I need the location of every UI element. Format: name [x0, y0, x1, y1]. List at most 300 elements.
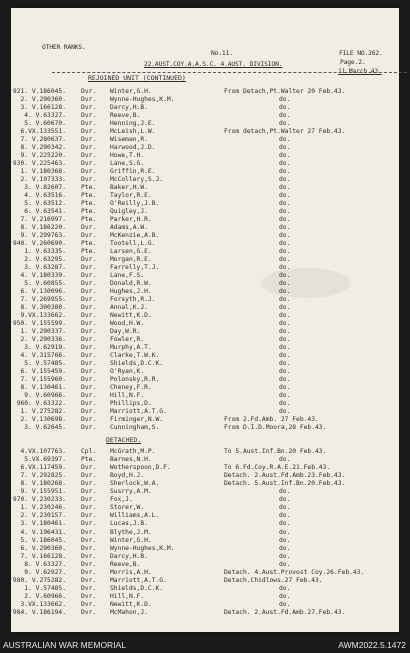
rank: Dvr.: [81, 288, 97, 295]
remark: Detach. 4.Aust.Provost Coy.26.Feb.43.: [224, 568, 365, 576]
remark: do.: [279, 552, 291, 560]
list-item: [11, 296, 399, 304]
list-item: [11, 168, 399, 176]
list-item: [11, 545, 399, 553]
list-item: [11, 304, 399, 312]
rank: Dvr.: [81, 392, 97, 399]
rank: Dvr.: [81, 384, 97, 391]
list-item: [11, 577, 399, 585]
soldier-name: Murphy,A.T.: [110, 344, 152, 351]
soldier-name: Lane,S.G.: [110, 160, 145, 167]
rank: Dvr.: [81, 232, 97, 239]
service-number: 6. V.155459.: [20, 368, 66, 375]
rank: Dvr.: [81, 376, 97, 383]
page-number: Page.2.: [340, 59, 366, 66]
rank: Dvr.: [81, 584, 97, 592]
remark: do.: [279, 144, 291, 151]
list-item: [11, 136, 399, 144]
rank: Cpl.: [81, 448, 97, 455]
service-number: 7. V.280637.: [20, 136, 66, 143]
remark: do.: [279, 384, 291, 391]
soldier-name: Reeve,B.: [110, 112, 141, 119]
rank: Dvr.: [81, 168, 97, 175]
service-number: 1. V.63335.: [24, 248, 66, 255]
soldier-name: Day,W.R.: [110, 328, 141, 335]
service-number: 3. V.62645.: [24, 424, 66, 431]
list-item: [11, 216, 399, 224]
rank: Dvr.: [81, 528, 97, 536]
soldier-name: Taylor,R.E.: [110, 192, 152, 199]
list-item: [11, 512, 399, 520]
list-item: [11, 456, 399, 464]
rank: Dvr.: [81, 320, 97, 327]
soldier-name: Polonsky,R.R.: [110, 376, 160, 383]
footer-institution: AUSTRALIAN WAR MEMORIAL: [3, 640, 126, 650]
soldier-name: Winter,G.H.: [110, 536, 152, 544]
rank: Dvr.: [81, 224, 97, 231]
remark: do.: [279, 304, 291, 311]
soldier-name: Annal,K.J.: [110, 304, 148, 311]
soldier-name: Harwood,J.D.: [110, 144, 156, 151]
list-item: [11, 336, 399, 344]
service-number: 2. V.230157.: [20, 512, 66, 520]
rejoined-section-heading: REJOINED UNIT (CONTINUED): [88, 74, 186, 82]
list-item: [11, 208, 399, 216]
service-number: 9. V.60966.: [24, 392, 66, 399]
order-number: No.11.: [211, 50, 233, 57]
rank: Dvr.: [81, 568, 97, 576]
list-item: [11, 328, 399, 336]
rank: Dvr.: [81, 592, 97, 600]
remark: do.: [279, 520, 291, 528]
list-item: [11, 312, 399, 320]
remark: do.: [279, 96, 291, 103]
service-number: 5. V.60670.: [24, 120, 66, 127]
list-item: [11, 561, 399, 569]
remark: do.: [279, 296, 291, 303]
remark: do.: [279, 208, 291, 215]
service-number: 3. V.166128.: [20, 104, 66, 111]
list-item: [11, 392, 399, 400]
service-number: 960. V.63322.: [16, 400, 66, 407]
service-number: 1. V.275282.: [20, 408, 66, 415]
remark: To 5.Aust.Inf.Bn.20 Feb.43.: [224, 448, 327, 455]
remark: do.: [279, 592, 291, 600]
file-number: FILE NO.262.: [339, 50, 383, 57]
remark: do.: [279, 256, 291, 263]
remark: do.: [279, 496, 291, 504]
rank: Dvr.: [81, 88, 97, 95]
soldier-name: Susrry,A.M.: [110, 488, 152, 496]
remark: do.: [279, 104, 291, 111]
remark: From 2.Fd.Amb. 27 Feb.43.: [224, 416, 319, 423]
document-page: [11, 8, 399, 632]
soldier-name: Darcy,H.B.: [110, 104, 148, 111]
rank: Dvr.: [81, 512, 97, 520]
list-item: [11, 264, 399, 272]
remark: do.: [279, 112, 291, 119]
soldier-name: Farrelly,T.J.: [110, 264, 160, 271]
rank: Pte.: [81, 240, 97, 247]
remark: do.: [279, 600, 291, 608]
service-number: 9. V.155951.: [20, 488, 66, 496]
list-item: [11, 96, 399, 104]
list-item: [11, 480, 399, 488]
service-number: 3. V.180461.: [20, 520, 66, 528]
rank: Dvr.: [81, 408, 97, 415]
rank: Dvr.: [81, 272, 97, 279]
rank: Pte.: [81, 216, 97, 223]
remark: do.: [279, 376, 291, 383]
soldier-name: Wood,H.W.: [110, 320, 145, 327]
soldier-name: Boyd,H.J.: [110, 472, 145, 480]
soldier-name: Morgan,R.E.: [110, 256, 152, 263]
rank: Dvr.: [81, 416, 97, 423]
remark: do.: [279, 512, 291, 520]
list-item: [11, 384, 399, 392]
service-number: 3. V.63287.: [24, 264, 66, 271]
rank: Dvr.: [81, 296, 97, 303]
service-number: 7. V.269955.: [20, 296, 66, 303]
remark: do.: [279, 168, 291, 175]
service-number: 8. V.130461.: [20, 384, 66, 391]
service-number: 8. V.300380.: [20, 304, 66, 311]
soldier-name: Clarke,T.W.K.: [110, 352, 160, 359]
soldier-name: Barnes,N.H.: [110, 456, 152, 464]
soldier-name: Blythe,J.M.: [110, 528, 152, 536]
service-number: 4. V.196431.: [20, 528, 66, 536]
remark: From detach,Pt.Walter 27 Feb.43.: [224, 128, 346, 135]
rank: Dvr.: [81, 344, 97, 351]
soldier-name: Fowler,R.: [110, 336, 145, 343]
list-item: [11, 88, 399, 96]
service-number: 6.VX.133551.: [20, 128, 66, 135]
list-item: [11, 368, 399, 376]
rank: Dvr.: [81, 496, 97, 504]
remark: Detach. 5.Aust.Inf.Bn.20.Feb.43.: [224, 480, 346, 488]
remark: do.: [279, 224, 291, 231]
soldier-name: Quigley,J.: [110, 208, 148, 215]
service-number: 6. V.130096.: [20, 288, 66, 295]
rank: Pte.: [81, 248, 97, 255]
rank: Dvr.: [81, 544, 97, 552]
rank: Dvr.: [81, 96, 97, 103]
service-number: 9. V.225220.: [20, 152, 66, 159]
soldier-name: Phillips,D.: [110, 400, 152, 407]
list-item: [11, 400, 399, 408]
soldier-name: Fox,J.: [110, 496, 133, 504]
soldier-name: Wynne-Hughes,K.M.: [110, 544, 175, 552]
rank: Dvr.: [81, 264, 97, 271]
soldier-name: Forsyth,R.J.: [110, 296, 156, 303]
soldier-name: McLeish,L.W.: [110, 128, 156, 135]
remark: do.: [279, 488, 291, 496]
service-number: 2. V.130698.: [20, 416, 66, 423]
remark: do.: [279, 288, 291, 295]
remark: do.: [279, 192, 291, 199]
service-number: 984. V.186194.: [12, 609, 66, 616]
list-item: [11, 256, 399, 264]
rank: Pte.: [81, 184, 97, 191]
remark: From Detach,Pt.Walter 20 Feb.43.: [224, 88, 346, 95]
rank: Dvr.: [81, 128, 97, 135]
service-number: 940. V.260690.: [12, 240, 66, 247]
list-item: [11, 504, 399, 512]
service-number: 970. V.230233.: [12, 496, 66, 504]
rank: Dvr.: [81, 609, 97, 616]
remark: do.: [279, 264, 291, 271]
remark: do.: [279, 184, 291, 191]
service-number: 7. V.292825.: [20, 472, 66, 480]
remark: do.: [279, 400, 291, 407]
list-item: [11, 537, 399, 545]
soldier-name: Adams,A.W.: [110, 224, 148, 231]
remark: do.: [279, 120, 291, 127]
soldier-name: McKenzie,A.B.: [110, 232, 160, 239]
list-item: [11, 360, 399, 368]
service-number: 8. V.63327.: [24, 560, 66, 568]
list-item: [11, 248, 399, 256]
service-number: 9. V.299763.: [20, 232, 66, 239]
soldier-name: Reeve,B.: [110, 560, 141, 568]
soldier-name: O'Ryan,K.: [110, 368, 145, 375]
document-date: 11.March.43.: [338, 68, 382, 75]
rank: Dvr.: [81, 368, 97, 375]
remark: do.: [279, 320, 291, 327]
rank: Dvr.: [81, 504, 97, 512]
list-item: [11, 144, 399, 152]
service-number: 6. V.63541.: [24, 208, 66, 215]
list-item: [11, 320, 399, 328]
list-item: [11, 232, 399, 240]
rank: Dvr.: [81, 312, 97, 319]
remark: do.: [279, 528, 291, 536]
list-item: [11, 288, 399, 296]
soldier-name: Cheney,F.R.: [110, 384, 152, 391]
rank: Dvr.: [81, 536, 97, 544]
list-item: [11, 112, 399, 120]
service-number: 4. V.63327.: [24, 112, 66, 119]
remark: Detach. 2.Aust.Fd.Amb.23.Feb.43.: [224, 472, 346, 480]
service-number: 2. V.63295.: [24, 256, 66, 263]
service-number: 5. V.60855.: [24, 280, 66, 287]
rank: Dvr.: [81, 552, 97, 560]
list-item: [11, 152, 399, 160]
rank: Dvr.: [81, 600, 97, 608]
remark: do.: [279, 392, 291, 399]
rank: Dvr.: [81, 136, 97, 143]
soldier-name: Parker,H.R.: [110, 216, 152, 223]
service-number: 930. V.225463.: [12, 160, 66, 167]
service-number: 9. V.62927.: [24, 568, 66, 576]
remark: do.: [279, 536, 291, 544]
remark: do.: [279, 176, 291, 183]
service-number: 3.VX.133662.: [20, 600, 66, 608]
remark: do.: [279, 200, 291, 207]
service-number: 5.VX.69397.: [24, 456, 66, 464]
list-item: [11, 128, 399, 136]
soldier-name: Firminger,N.W.: [110, 416, 164, 423]
service-number: 8. V.290342.: [20, 144, 66, 151]
soldier-name: Hill,N.F.: [110, 392, 145, 399]
rank: Dvr.: [81, 104, 97, 111]
soldier-name: Tootell,L.G.: [110, 240, 156, 247]
soldier-name: Marriott,A.T.G.: [110, 408, 167, 415]
service-number: 5. V.57485.: [24, 360, 66, 367]
service-number: 2. V.290336.: [20, 336, 66, 343]
remark: do.: [279, 328, 291, 335]
remark: Detach. 2.Aust.Fd.Amb.27.Feb.43.: [224, 609, 346, 616]
remark: do.: [279, 152, 291, 159]
rank: Dvr.: [81, 256, 97, 263]
list-item: [11, 280, 399, 288]
service-number: 1. V.290337.: [20, 328, 66, 335]
service-number: 2. V.290360.: [20, 96, 66, 103]
list-item: [11, 609, 399, 617]
soldier-name: Newitt,K.D.: [110, 600, 152, 608]
other-ranks-heading: OTHER RANKS.: [42, 44, 86, 51]
rank: Pte.: [81, 456, 97, 464]
list-item: [11, 352, 399, 360]
rank: Dvr.: [81, 120, 97, 127]
service-number: 9.VX.133662.: [20, 312, 66, 319]
soldier-name: Larsen,G.E.: [110, 248, 152, 255]
remark: do.: [279, 216, 291, 223]
soldier-name: O'Reilly,J.B.: [110, 200, 160, 207]
rank: Dvr.: [81, 352, 97, 359]
header-divider: [52, 72, 407, 73]
rank: Dvr.: [81, 304, 97, 311]
remark: do.: [279, 136, 291, 143]
remark: To 6.Fd.Coy.R.A.E.21.Feb.43.: [224, 464, 331, 472]
soldier-name: Wiseman,R.: [110, 136, 148, 143]
remark: do.: [279, 336, 291, 343]
list-item: [11, 200, 399, 208]
remark: Detach.Chidlows.27 Feb.43.: [224, 576, 323, 584]
remark: do.: [279, 248, 291, 255]
service-number: 980. V.275282.: [12, 576, 66, 584]
soldier-name: Henning,J.E.: [110, 120, 156, 127]
soldier-name: Donald,R.W.: [110, 280, 152, 287]
service-number: 2. V.197333.: [20, 176, 66, 183]
soldier-name: Darcy,H.B.: [110, 552, 148, 560]
soldier-name: Wynne-Hughes,K.M.: [110, 96, 175, 103]
soldier-name: Shields,D.C.K.: [110, 360, 164, 367]
soldier-name: Wotherspoon,D.F.: [110, 464, 171, 472]
archive-footer: [0, 637, 410, 653]
rank: Dvr.: [81, 424, 97, 431]
list-item: [11, 464, 399, 472]
remark: do.: [279, 456, 291, 464]
list-item: [11, 448, 399, 456]
rank: Dvr.: [81, 480, 97, 488]
rank: Dvr.: [81, 176, 97, 183]
service-number: 1. V.57485.: [24, 584, 66, 592]
list-item: [11, 192, 399, 200]
remark: do.: [279, 344, 291, 351]
service-number: 5. V.63512.: [24, 200, 66, 207]
rank: Dvr.: [81, 328, 97, 335]
soldier-name: Marriott,A.T.G.: [110, 576, 167, 584]
rank: Pte.: [81, 208, 97, 215]
list-item: [11, 424, 399, 432]
remark: do.: [279, 280, 291, 287]
list-item: [11, 488, 399, 496]
service-number: 950. V.155599.: [12, 320, 66, 327]
remark: do.: [279, 360, 291, 367]
service-number: 1. V.230246.: [20, 504, 66, 512]
list-item: [11, 472, 399, 480]
rank: Dvr.: [81, 464, 97, 472]
rank: Dvr.: [81, 152, 97, 159]
remark: do.: [279, 352, 291, 359]
soldier-name: Baker,H.W.: [110, 184, 148, 191]
list-item: [11, 224, 399, 232]
list-item: [11, 272, 399, 280]
list-item: [11, 120, 399, 128]
rank: Dvr.: [81, 400, 97, 407]
list-item: [11, 529, 399, 537]
service-number: 8. V.180268.: [20, 480, 66, 488]
remark: do.: [279, 368, 291, 375]
soldier-name: Storer,W.: [110, 504, 145, 512]
rank: Dvr.: [81, 336, 97, 343]
service-number: 4. V.63516.: [24, 192, 66, 199]
rank: Pte.: [81, 200, 97, 207]
remark: From D.I.D.Moora,28 Feb.43.: [224, 424, 327, 431]
list-item: [11, 601, 399, 609]
service-number: 3. V.82607.: [24, 184, 66, 191]
rank: Dvr.: [81, 576, 97, 584]
soldier-name: Shields,D.C.K.: [110, 584, 164, 592]
remark: do.: [279, 240, 291, 247]
list-item: [11, 176, 399, 184]
service-number: 921. V.186045.: [12, 88, 66, 95]
soldier-name: Newitt,K.D.: [110, 312, 152, 319]
soldier-name: McMahon,J.: [110, 609, 148, 616]
list-item: [11, 569, 399, 577]
remark: do.: [279, 312, 291, 319]
list-item: [11, 240, 399, 248]
rank: Dvr.: [81, 112, 97, 119]
soldier-name: Williams,A.L.: [110, 512, 160, 520]
rank: Dvr.: [81, 488, 97, 496]
list-item: [11, 184, 399, 192]
remark: do.: [279, 560, 291, 568]
soldier-name: Lane,F.S.: [110, 272, 145, 279]
soldier-name: Howe,T.H.: [110, 152, 145, 159]
list-item: [11, 344, 399, 352]
list-item: [11, 553, 399, 561]
list-item: [11, 104, 399, 112]
remark: do.: [279, 408, 291, 415]
service-number: 7. V.216997.: [20, 216, 66, 223]
rank: Dvr.: [81, 472, 97, 480]
soldier-name: Cunningham,S.: [110, 424, 160, 431]
rank: Dvr.: [81, 280, 97, 287]
service-number: 4. V.180339.: [20, 272, 66, 279]
service-number: 5. V.186045.: [20, 536, 66, 544]
remark: do.: [279, 544, 291, 552]
soldier-name: McGrath,M.P.: [110, 448, 156, 455]
list-item: [11, 520, 399, 528]
list-item: [11, 416, 399, 424]
list-item: [11, 585, 399, 593]
rank: Dvr.: [81, 144, 97, 151]
list-item: [11, 376, 399, 384]
rank: Dvr.: [81, 560, 97, 568]
list-item: [11, 160, 399, 168]
